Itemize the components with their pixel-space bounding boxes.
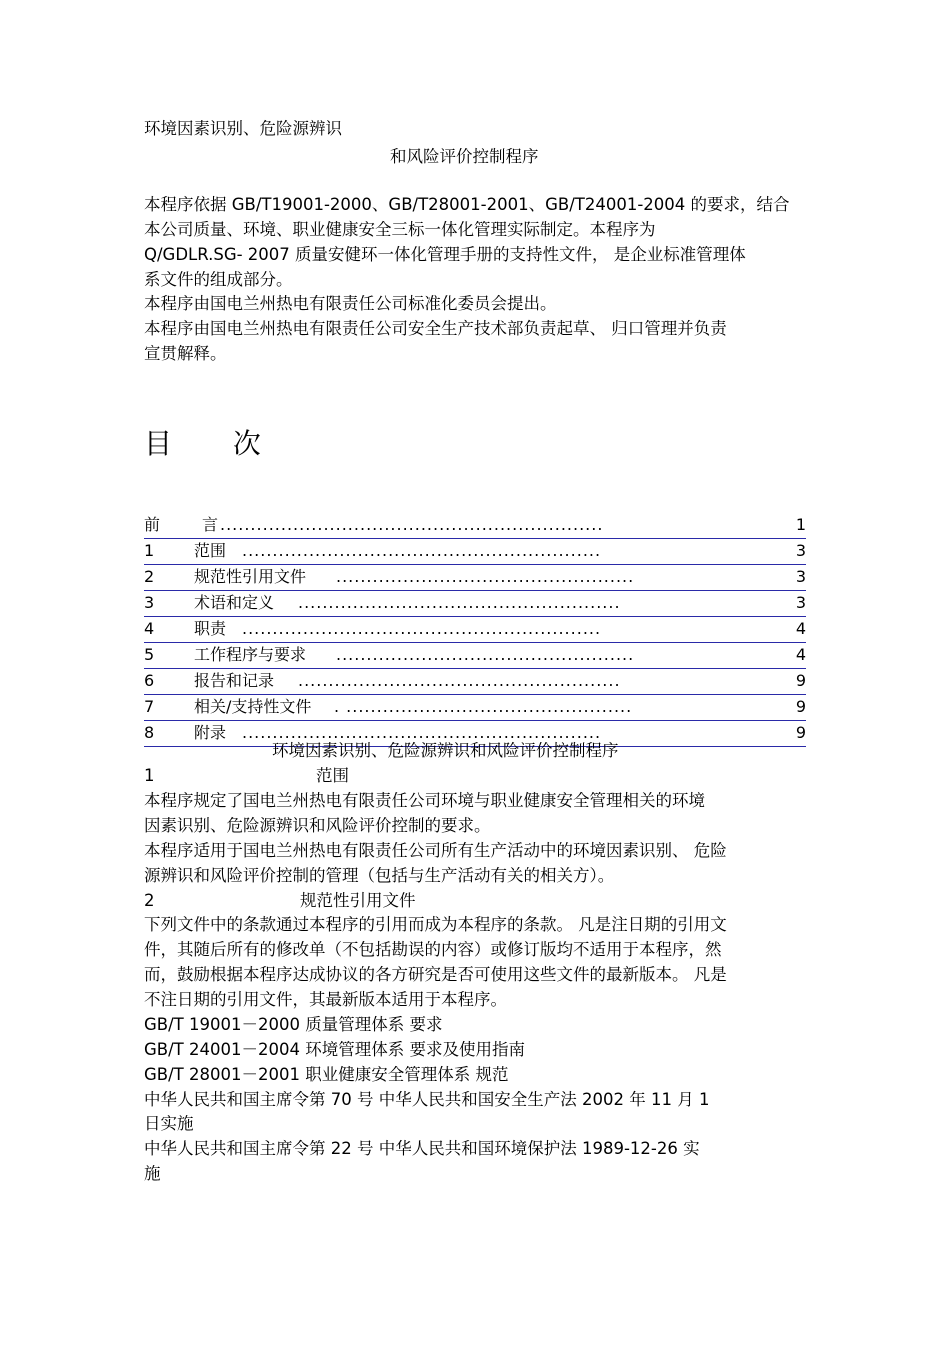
toc-entry-scope[interactable] — [144, 539, 806, 565]
toc-leader: ............................................................... — [220, 515, 604, 534]
section-number: 2 — [144, 891, 155, 910]
intro-line: Q/GDLR.SG- 2007 质量安健环一体化管理手册的支持性文件， 是企业标准管理体 — [144, 245, 746, 264]
toc-entry-label: 相关/支持性文件 — [194, 697, 312, 716]
toc-entry-label: 言 — [202, 515, 219, 534]
intro-line: 本程序依据 GB/T19001-2000、GB/T28001-2001、GB/T24001-2004 的要求，结合 — [144, 195, 790, 214]
toc-entry-responsibilities[interactable] — [144, 617, 806, 643]
toc-entry-number: 7 — [144, 697, 155, 716]
toc-entry-related-docs[interactable] — [144, 695, 806, 721]
toc-entry-page: 9 — [795, 671, 806, 690]
toc-entry-number: 3 — [144, 593, 155, 612]
toc-entry-page: 9 — [795, 723, 806, 742]
reference-line: GB/T 24001－2004 环境管理体系 要求及使用指南 — [144, 1040, 525, 1059]
reference-line: 施 — [144, 1164, 161, 1183]
toc-leader: . ............................................... — [334, 697, 633, 716]
paragraph-line: 源辨识和风险评价控制的管理（包括与生产活动有关的相关方）。 — [144, 866, 615, 885]
toc-entry-page: 4 — [795, 619, 806, 638]
toc-leader: ........................................................... — [242, 619, 602, 638]
toc-entry-label: 规范性引用文件 — [194, 567, 307, 586]
toc-entry-number: 8 — [144, 723, 155, 742]
doc-title-line1: 环境因素识别、危险源辨识 — [144, 119, 342, 138]
doc-title-line2: 和风险评价控制程序 — [390, 147, 539, 166]
section-title: 规范性引用文件 — [300, 891, 416, 910]
toc-entry-label: 职责 — [194, 619, 227, 638]
toc-leader: ................................................. — [336, 567, 635, 586]
reference-line: 中华人民共和国主席令第 70 号 中华人民共和国安全生产法 2002 年 11 月 1 — [144, 1090, 710, 1109]
toc-entry-page: 3 — [795, 541, 806, 560]
toc-leader: ........................................................... — [242, 541, 602, 560]
toc-entry-page: 4 — [795, 645, 806, 664]
intro-line: 本程序由国电兰州热电有限责任公司安全生产技术部负责起草、 归口管理并负责 — [144, 319, 727, 338]
toc-entry-label: 报告和记录 — [194, 671, 275, 690]
toc-entry-label: 术语和定义 — [194, 593, 275, 612]
paragraph-line: 因素识别、危险源辨识和风险评价控制的要求。 — [144, 816, 491, 835]
section-number: 1 — [144, 766, 155, 785]
toc-entry-number: 4 — [144, 619, 155, 638]
section-title: 范围 — [316, 766, 349, 785]
intro-line: 宣贯解释。 — [144, 344, 227, 363]
paragraph-line: 下列文件中的条款通过本程序的引用而成为本程序的条款。 凡是注日期的引用文 — [144, 915, 727, 934]
toc-entry-label: 范围 — [194, 541, 227, 560]
paragraph-line: 本程序规定了国电兰州热电有限责任公司环境与职业健康安全管理相关的环境 — [144, 791, 705, 810]
toc-entry-page: 9 — [795, 697, 806, 716]
reference-line: GB/T 28001－2001 职业健康安全管理体系 规范 — [144, 1065, 509, 1084]
toc-entry-page: 3 — [795, 593, 806, 612]
reference-line: 日实施 — [144, 1114, 194, 1133]
paragraph-line: 件，其随后所有的修改单（不包括勘误的内容）或修订版均不适用于本程序，然 — [144, 940, 722, 959]
toc-title: 目 次 — [144, 427, 287, 460]
toc-entry-references[interactable] — [144, 565, 806, 591]
toc-entry-number: 2 — [144, 567, 155, 586]
paragraph-line: 本程序适用于国电兰州热电有限责任公司所有生产活动中的环境因素识别、 危险 — [144, 841, 727, 860]
reference-line: 中华人民共和国主席令第 22 号 中华人民共和国环境保护法 1989-12-26 实 — [144, 1139, 700, 1158]
toc-entry-number: 前 — [144, 515, 161, 534]
paragraph-line: 不注日期的引用文件，其最新版本适用于本程序。 — [144, 990, 507, 1009]
body-title: 环境因素识别、危险源辨识和风险评价控制程序 — [272, 741, 619, 760]
toc-leader: ..................................................... — [298, 671, 621, 690]
toc-entry-label: 附录 — [194, 723, 227, 742]
toc-leader: ..................................................... — [298, 593, 621, 612]
intro-line: 本程序由国电兰州热电有限责任公司标准化委员会提出。 — [144, 294, 557, 313]
toc-entry-preface[interactable] — [144, 513, 806, 539]
toc-leader: ........................................................... — [242, 723, 602, 742]
paragraph-line: 而，鼓励根据本程序达成协议的各方研究是否可使用这些文件的最新版本。 凡是 — [144, 965, 727, 984]
toc-entry-reports[interactable] — [144, 669, 806, 695]
intro-line: 本公司质量、环境、职业健康安全三标一体化管理实际制定。本程序为 — [144, 220, 656, 239]
toc-entry-number: 5 — [144, 645, 155, 664]
toc-entry-label: 工作程序与要求 — [194, 645, 307, 664]
toc-leader: ................................................. — [336, 645, 635, 664]
table-of-contents — [144, 513, 806, 747]
toc-entry-number: 6 — [144, 671, 155, 690]
reference-line: GB/T 19001－2000 质量管理体系 要求 — [144, 1015, 443, 1034]
toc-entry-terms[interactable] — [144, 591, 806, 617]
toc-entry-page: 3 — [795, 567, 806, 586]
intro-line: 系文件的组成部分。 — [144, 270, 293, 289]
toc-entry-number: 1 — [144, 541, 155, 560]
toc-entry-procedures[interactable] — [144, 643, 806, 669]
toc-entry-page: 1 — [795, 515, 806, 534]
